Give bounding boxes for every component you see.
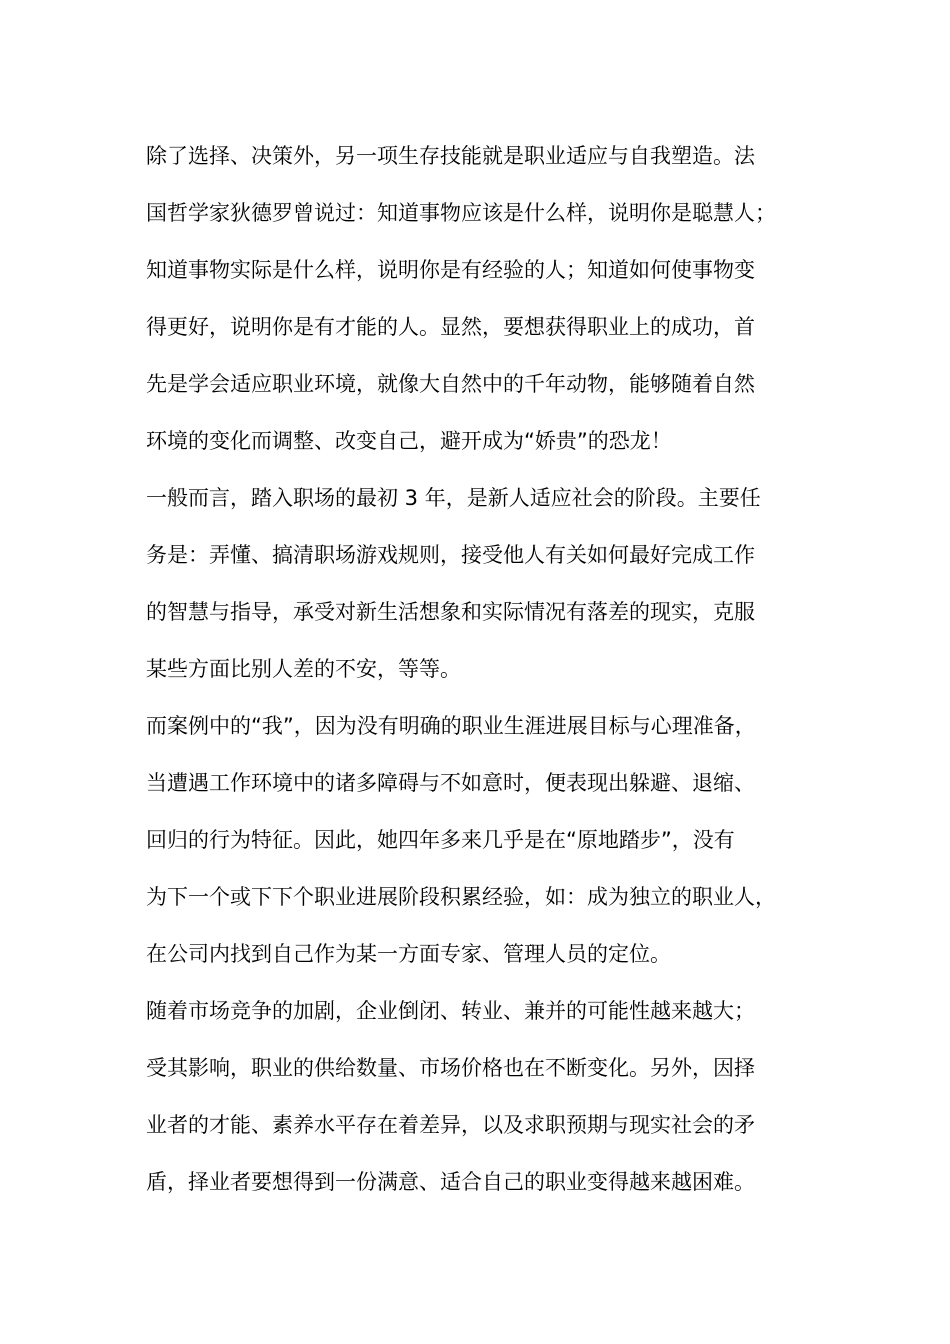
text-line: 受其影响，职业的供给数量、市场价格也在不断变化。另外，因择 xyxy=(146,1056,755,1080)
text-line: 在公司内找到自己作为某一方面专家、管理人员的定位。 xyxy=(146,942,671,966)
text-line: 一般而言，踏入职场的最初 3 年，是新人适应社会的阶段。主要任 xyxy=(146,486,761,510)
text-line: 为下一个或下下个职业进展阶段积累经验，如：成为独立的职业人， xyxy=(146,885,776,909)
text-line: 业者的才能、素养水平存在着差异，以及求职预期与现实社会的矛 xyxy=(146,1113,755,1137)
text-line: 回归的行为特征。因此，她四年多来几乎是在“原地踏步”，没有 xyxy=(146,828,735,852)
text-line: 盾，择业者要想得到一份满意、适合自己的职业变得越来越困难。 xyxy=(146,1170,755,1194)
paragraph-3 xyxy=(146,698,816,983)
paragraph-1 xyxy=(146,128,816,470)
document-body xyxy=(146,128,816,1211)
paragraph-4 xyxy=(146,983,816,1211)
text-line: 得更好，说明你是有才能的人。显然，要想获得职业上的成功，首 xyxy=(146,315,755,339)
text-line: 当遭遇工作环境中的诸多障碍与不如意时，便表现出躲避、退缩、 xyxy=(146,771,755,795)
text-line: 环境的变化而调整、改变自己，避开成为“娇贵”的恐龙！ xyxy=(146,429,672,453)
text-line: 知道事物实际是什么样，说明你是有经验的人；知道如何使事物变 xyxy=(146,258,755,282)
text-line: 而案例中的“我”，因为没有明确的职业生涯进展目标与心理准备， xyxy=(146,714,756,738)
text-line: 某些方面比别人差的不安，等等。 xyxy=(146,657,461,681)
text-line: 务是：弄懂、搞清职场游戏规则，接受他人有关如何最好完成工作 xyxy=(146,543,755,567)
text-line: 的智慧与指导，承受对新生活想象和实际情况有落差的现实，克服 xyxy=(146,600,755,624)
text-line: 先是学会适应职业环境，就像大自然中的千年动物，能够随着自然 xyxy=(146,372,755,396)
text-line: 国哲学家狄德罗曾说过：知道事物应该是什么样，说明你是聪慧人； xyxy=(146,201,776,225)
text-line: 除了选择、决策外，另一项生存技能就是职业适应与自我塑造。法 xyxy=(146,144,755,168)
paragraph-2 xyxy=(146,470,816,698)
text-line: 随着市场竞争的加剧，企业倒闭、转业、兼并的可能性越来越大； xyxy=(146,999,755,1023)
